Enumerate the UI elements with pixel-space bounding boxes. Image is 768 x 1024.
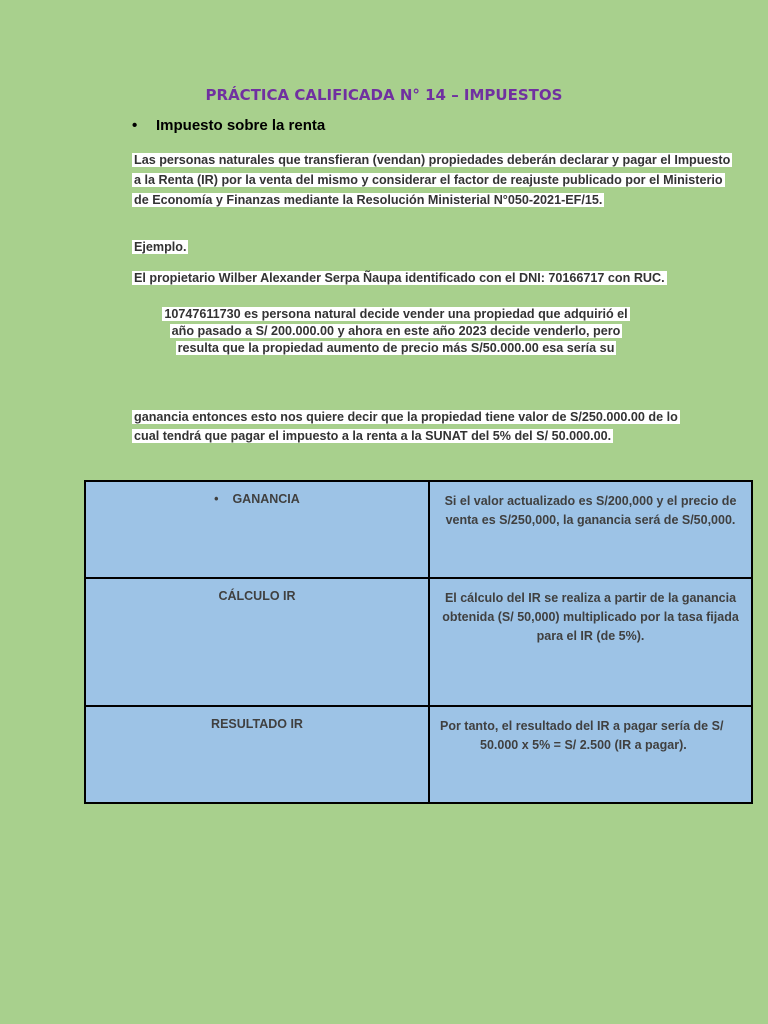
row-label: RESULTADO IR <box>85 706 429 803</box>
example-paragraph: El propietario Wilber Alexander Serpa Ñaupa identificado con el DNI: 70166717 con RUC. <box>134 271 665 285</box>
row-label: CÁLCULO IR <box>85 578 429 706</box>
example-details <box>132 306 660 357</box>
intro-paragraph: Las personas naturales que transfieran (vendan) propiedades deberán declarar y pagar el Impuesto a la Renta (IR) por la venta del mismo y considerar el factor de reajuste publicado por el Ministerio de Economía y Finanzas mediante la Resolución Ministerial N°050-2021-EF/15. <box>134 153 731 207</box>
example-label: Ejemplo. <box>134 240 187 254</box>
row-value: Si el valor actualizado es S/200,000 y el precio de venta es S/250,000, la ganancia será de S/50,000. <box>429 481 752 578</box>
section-heading <box>132 117 325 134</box>
row-value: El cálculo del IR se realiza a partir de la ganancia obtenida (S/ 50,000) multiplicado por la tasa fijada para el IR (de 5%). <box>429 578 752 706</box>
row-label: • GANANCIA <box>85 481 429 578</box>
example-line: 10747611730 es persona natural decide vender una propiedad que adquirió el <box>164 307 628 321</box>
example-line: resulta que la propiedad aumento de precio más S/50.000.00 esa sería su <box>177 341 615 355</box>
row-value <box>429 706 752 803</box>
table-row <box>85 706 752 803</box>
table-row <box>85 578 752 706</box>
table-row <box>85 481 752 578</box>
tax-table <box>84 480 753 804</box>
page-title: PRÁCTICA CALIFICADA N° 14 – IMPUESTOS <box>205 86 563 104</box>
example-conclusion: ganancia entonces esto nos quiere decir que la propiedad tiene valor de S/250.000.00 de lo cual tendrá que pagar el impuesto a la renta a la SUNAT del 5% del S/ 50.000.00. <box>134 410 678 443</box>
row-value-line: Por tanto, el resultado del IR a pagar sería de S/ <box>440 718 724 733</box>
example-line: año pasado a S/ 200.000.00 y ahora en este año 2023 decide venderlo, pero <box>171 324 621 338</box>
section-heading-text: Impuesto sobre la renta <box>156 117 326 134</box>
row-value-line: 50.000 x 5% = S/ 2.500 (IR a pagar). <box>480 737 687 752</box>
bullet-icon: • <box>132 117 138 134</box>
